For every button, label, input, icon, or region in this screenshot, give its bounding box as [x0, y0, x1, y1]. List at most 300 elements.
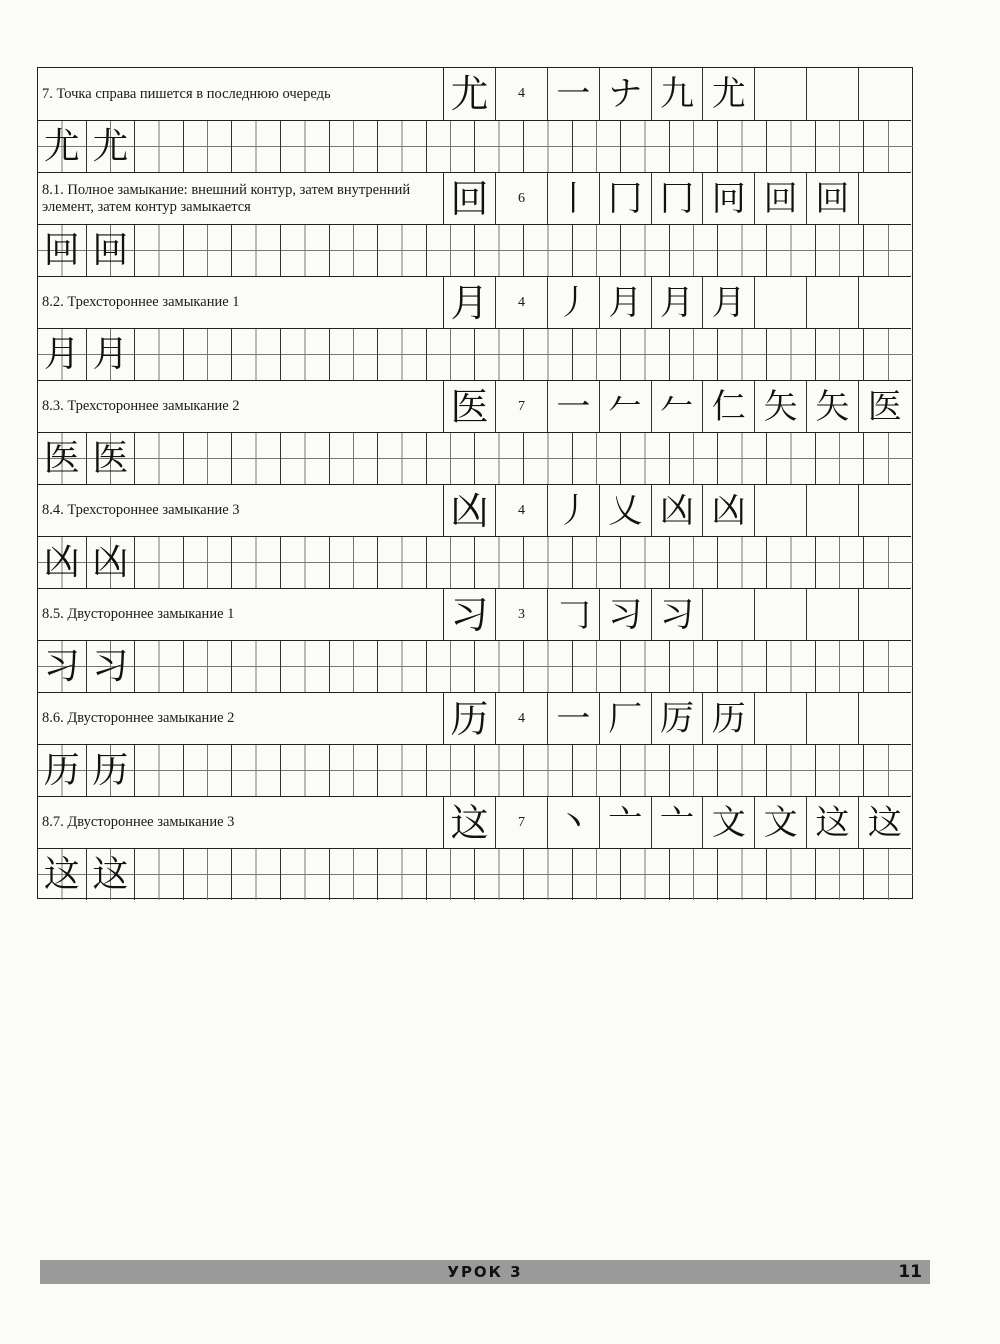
practice-cell — [427, 849, 476, 900]
footer-bar — [40, 1260, 930, 1284]
practice-cell — [475, 745, 524, 796]
practice-cell — [184, 745, 233, 796]
practice-cell — [621, 225, 670, 276]
practice-cell — [87, 329, 136, 380]
practice-cell — [427, 433, 476, 484]
practice-cell — [378, 641, 427, 692]
stroke-step-cell — [807, 693, 859, 744]
stroke-step-cell — [548, 693, 600, 744]
practice-cell — [670, 225, 719, 276]
practice-cell — [87, 849, 136, 900]
practice-cell — [524, 745, 573, 796]
stroke-step-character: 月 — [608, 282, 643, 323]
stroke-count: 4 — [518, 710, 525, 726]
practice-cell — [864, 537, 913, 588]
practice-cell — [135, 537, 184, 588]
stroke-step-cell — [807, 485, 859, 536]
practice-cell — [524, 849, 573, 900]
practice-character: 月 — [92, 333, 129, 375]
practice-cell — [767, 641, 816, 692]
stroke-step-character: 习 — [608, 594, 643, 635]
practice-character: 凶 — [43, 541, 80, 583]
stroke-step-cell — [600, 381, 652, 432]
practice-cell — [330, 641, 379, 692]
practice-cell — [573, 225, 622, 276]
stroke-step-character: 矢 — [815, 386, 850, 427]
stroke-step-cell — [755, 381, 807, 432]
target-character-cell — [444, 693, 496, 744]
stroke-step-character: 这 — [815, 802, 850, 843]
practice-cell — [475, 433, 524, 484]
practice-cell — [38, 329, 87, 380]
target-character: 这 — [450, 800, 489, 845]
stroke-count: 7 — [518, 398, 525, 414]
stroke-step-cell — [859, 381, 911, 432]
practice-cell — [670, 433, 719, 484]
stroke-step-cell — [859, 68, 911, 120]
stroke-step-cell — [600, 277, 652, 328]
stroke-step-cell — [703, 693, 755, 744]
practice-character: 习 — [92, 645, 129, 687]
practice-cell — [864, 745, 913, 796]
practice-cell — [573, 849, 622, 900]
practice-cell — [330, 849, 379, 900]
stroke-step-cell — [807, 277, 859, 328]
practice-cell — [38, 433, 87, 484]
stroke-count-cell — [496, 589, 548, 640]
practice-cell — [135, 121, 184, 172]
stroke-count-cell — [496, 485, 548, 536]
target-character-cell — [444, 173, 496, 224]
practice-row — [38, 120, 911, 172]
stroke-step-character: 丿 — [556, 490, 591, 531]
section-header-row — [38, 484, 911, 536]
stroke-count-cell — [496, 693, 548, 744]
stroke-step-character: 𠂉 — [608, 386, 643, 427]
practice-cell — [427, 121, 476, 172]
stroke-step-cell — [703, 797, 755, 848]
stroke-step-character: 一 — [556, 74, 591, 114]
target-character: 回 — [450, 176, 489, 221]
practice-character: 尤 — [43, 125, 80, 167]
section-header-row — [38, 588, 911, 640]
practice-cell — [330, 433, 379, 484]
stroke-step-character: 厉 — [659, 698, 694, 739]
practice-cell — [475, 225, 524, 276]
stroke-step-character: 月 — [659, 282, 694, 323]
target-character: 尤 — [450, 72, 489, 116]
practice-cell — [524, 225, 573, 276]
practice-cell — [573, 537, 622, 588]
practice-cell — [670, 537, 719, 588]
practice-cell — [330, 745, 379, 796]
stroke-step-cell — [600, 589, 652, 640]
practice-cell — [87, 433, 136, 484]
practice-cell — [281, 329, 330, 380]
stroke-count-cell — [496, 797, 548, 848]
stroke-step-cell — [755, 173, 807, 224]
practice-cell — [232, 121, 281, 172]
practice-cell — [232, 329, 281, 380]
practice-cell — [281, 745, 330, 796]
stroke-step-cell — [859, 693, 911, 744]
practice-cell — [816, 121, 865, 172]
practice-cell — [621, 849, 670, 900]
stroke-step-cell — [652, 68, 704, 120]
practice-cell — [670, 641, 719, 692]
practice-cell — [573, 433, 622, 484]
stroke-step-character: 亠 — [659, 802, 694, 843]
practice-cell — [281, 121, 330, 172]
practice-row — [38, 848, 911, 900]
practice-cell — [864, 433, 913, 484]
stroke-step-character: 医 — [867, 386, 902, 427]
practice-character: 习 — [43, 645, 80, 687]
stroke-step-character: 一 — [556, 698, 591, 739]
practice-character: 这 — [92, 853, 129, 895]
practice-cell — [378, 433, 427, 484]
practice-cell — [475, 329, 524, 380]
target-character: 凶 — [450, 488, 489, 533]
practice-cell — [718, 121, 767, 172]
stroke-step-cell — [548, 797, 600, 848]
stroke-step-character: 习 — [659, 594, 694, 635]
stroke-step-cell — [755, 693, 807, 744]
stroke-step-character: 亠 — [608, 802, 643, 843]
practice-cell — [87, 225, 136, 276]
stroke-step-cell — [755, 797, 807, 848]
practice-cell — [378, 849, 427, 900]
practice-cell — [38, 537, 87, 588]
stroke-step-cell — [600, 485, 652, 536]
section-title: 8.4. Трехстороннее замыкание 3 — [38, 485, 444, 536]
practice-cell — [232, 745, 281, 796]
practice-cell — [38, 745, 87, 796]
stroke-step-cell — [755, 485, 807, 536]
practice-cell — [718, 537, 767, 588]
practice-cell — [135, 433, 184, 484]
practice-cell — [621, 433, 670, 484]
stroke-step-cell — [807, 589, 859, 640]
stroke-step-character: 这 — [867, 802, 902, 843]
stroke-step-cell — [600, 693, 652, 744]
stroke-step-cell — [548, 277, 600, 328]
practice-cell — [816, 745, 865, 796]
practice-cell — [718, 329, 767, 380]
practice-cell — [767, 121, 816, 172]
practice-character: 医 — [43, 437, 80, 479]
practice-cell — [330, 537, 379, 588]
practice-cell — [621, 745, 670, 796]
practice-cell — [135, 849, 184, 900]
stroke-step-character: 月 — [711, 282, 746, 323]
lesson-title: УРОК 3 — [447, 1263, 523, 1281]
practice-cell — [816, 849, 865, 900]
section-title: 8.1. Полное замыкание: внешний контур, затем внутренний элемент, затем контур замыкается — [38, 173, 444, 224]
practice-cell — [573, 745, 622, 796]
stroke-step-cell — [652, 589, 704, 640]
practice-character: 月 — [43, 333, 80, 375]
practice-character: 回 — [43, 229, 80, 271]
stroke-step-cell — [652, 693, 704, 744]
practice-cell — [767, 849, 816, 900]
stroke-step-cell — [652, 485, 704, 536]
practice-cell — [864, 849, 913, 900]
practice-cell — [427, 641, 476, 692]
stroke-step-cell — [859, 485, 911, 536]
practice-cell — [621, 121, 670, 172]
stroke-step-character: 九 — [659, 74, 694, 114]
stroke-step-character: 冂 — [608, 178, 643, 219]
practice-cell — [670, 849, 719, 900]
stroke-step-character: ナ — [608, 74, 643, 114]
stroke-step-character: 尤 — [711, 74, 746, 114]
practice-cell — [232, 641, 281, 692]
section-header-row — [38, 68, 911, 120]
practice-cell — [816, 225, 865, 276]
stroke-step-character: 丿 — [556, 282, 591, 323]
target-character: 习 — [450, 592, 489, 637]
stroke-step-cell — [548, 485, 600, 536]
practice-cell — [87, 641, 136, 692]
stroke-step-cell — [703, 173, 755, 224]
stroke-count: 4 — [518, 502, 525, 518]
practice-cell — [670, 121, 719, 172]
section-header-row — [38, 276, 911, 328]
practice-cell — [427, 329, 476, 380]
stroke-count-cell — [496, 68, 548, 120]
practice-character: 凶 — [92, 541, 129, 583]
stroke-step-character: 仁 — [711, 386, 746, 427]
stroke-step-cell — [600, 797, 652, 848]
writing-worksheet — [37, 67, 913, 899]
section-title: 8.6. Двустороннее замыкание 2 — [38, 693, 444, 744]
practice-character: 这 — [43, 853, 80, 895]
practice-cell — [135, 745, 184, 796]
stroke-count: 4 — [518, 86, 525, 101]
stroke-step-character: 乂 — [608, 490, 643, 531]
section-header-row — [38, 380, 911, 432]
practice-cell — [621, 641, 670, 692]
practice-cell — [573, 121, 622, 172]
stroke-step-cell — [703, 68, 755, 120]
stroke-step-character: 冂 — [659, 178, 694, 219]
practice-cell — [38, 641, 87, 692]
section-header-row — [38, 796, 911, 848]
practice-character: 历 — [43, 749, 80, 791]
practice-character: 医 — [92, 437, 129, 479]
practice-cell — [621, 329, 670, 380]
stroke-step-cell — [703, 277, 755, 328]
practice-cell — [281, 225, 330, 276]
practice-cell — [87, 121, 136, 172]
practice-cell — [718, 745, 767, 796]
target-character: 历 — [450, 696, 489, 741]
stroke-step-cell — [703, 589, 755, 640]
stroke-step-character: 冋 — [711, 178, 746, 219]
stroke-step-character: 丨 — [556, 178, 591, 219]
practice-cell — [184, 537, 233, 588]
target-character-cell — [444, 797, 496, 848]
section-title: 8.3. Трехстороннее замыкание 2 — [38, 381, 444, 432]
target-character: 月 — [450, 280, 489, 325]
section-title: 8.5. Двустороннее замыкание 1 — [38, 589, 444, 640]
target-character-cell — [444, 277, 496, 328]
practice-cell — [816, 641, 865, 692]
practice-cell — [330, 329, 379, 380]
practice-cell — [378, 121, 427, 172]
target-character-cell — [444, 589, 496, 640]
practice-cell — [718, 225, 767, 276]
target-character-cell — [444, 485, 496, 536]
practice-cell — [524, 537, 573, 588]
practice-row — [38, 640, 911, 692]
stroke-step-cell — [652, 173, 704, 224]
practice-cell — [816, 537, 865, 588]
practice-cell — [87, 745, 136, 796]
page-number: 11 — [898, 1262, 922, 1282]
practice-cell — [475, 849, 524, 900]
stroke-step-cell — [755, 589, 807, 640]
section-header-row — [38, 172, 911, 224]
practice-cell — [475, 537, 524, 588]
practice-cell — [767, 537, 816, 588]
stroke-count: 3 — [518, 606, 525, 622]
practice-cell — [670, 329, 719, 380]
practice-cell — [330, 225, 379, 276]
practice-cell — [524, 329, 573, 380]
stroke-step-character: 厂 — [608, 698, 643, 739]
stroke-step-cell — [703, 485, 755, 536]
stroke-count: 4 — [518, 294, 525, 310]
practice-row — [38, 432, 911, 484]
section-title: 8.2. Трехстороннее замыкание 1 — [38, 277, 444, 328]
stroke-count: 6 — [518, 190, 525, 206]
practice-cell — [232, 433, 281, 484]
practice-cell — [184, 225, 233, 276]
stroke-step-cell — [652, 797, 704, 848]
practice-cell — [232, 225, 281, 276]
practice-cell — [621, 537, 670, 588]
practice-cell — [378, 329, 427, 380]
practice-cell — [38, 849, 87, 900]
stroke-step-character: 𠃌 — [556, 594, 591, 635]
practice-cell — [427, 537, 476, 588]
stroke-step-cell — [703, 381, 755, 432]
stroke-step-cell — [548, 68, 600, 120]
stroke-step-character: 𠂉 — [659, 386, 694, 427]
practice-cell — [718, 849, 767, 900]
practice-cell — [718, 641, 767, 692]
practice-cell — [767, 745, 816, 796]
stroke-step-character: 回 — [815, 178, 850, 219]
stroke-step-character: 文 — [711, 802, 746, 843]
target-character: 医 — [450, 384, 489, 429]
stroke-count-cell — [496, 277, 548, 328]
stroke-step-character: 文 — [763, 802, 798, 843]
stroke-step-cell — [859, 277, 911, 328]
practice-cell — [524, 121, 573, 172]
practice-cell — [184, 641, 233, 692]
stroke-step-cell — [807, 797, 859, 848]
practice-cell — [281, 433, 330, 484]
practice-cell — [135, 641, 184, 692]
practice-cell — [718, 433, 767, 484]
practice-cell — [281, 641, 330, 692]
practice-cell — [767, 433, 816, 484]
section-header-row — [38, 692, 911, 744]
practice-cell — [135, 329, 184, 380]
section-title: 8.7. Двустороннее замыкание 3 — [38, 797, 444, 848]
stroke-step-cell — [807, 68, 859, 120]
stroke-step-character: 凶 — [711, 490, 746, 531]
practice-cell — [184, 329, 233, 380]
practice-character: 回 — [92, 229, 129, 271]
stroke-step-cell — [755, 68, 807, 120]
practice-cell — [184, 121, 233, 172]
practice-cell — [281, 537, 330, 588]
stroke-step-cell — [548, 381, 600, 432]
stroke-step-cell — [600, 173, 652, 224]
practice-cell — [670, 745, 719, 796]
practice-cell — [378, 225, 427, 276]
practice-cell — [38, 225, 87, 276]
stroke-count: 7 — [518, 814, 525, 830]
stroke-step-character: 历 — [711, 698, 746, 739]
stroke-step-character: 回 — [763, 178, 798, 219]
stroke-step-cell — [807, 381, 859, 432]
practice-row — [38, 744, 911, 796]
target-character-cell — [444, 381, 496, 432]
practice-cell — [767, 225, 816, 276]
practice-cell — [135, 225, 184, 276]
stroke-step-cell — [859, 173, 911, 224]
practice-cell — [864, 225, 913, 276]
stroke-step-cell — [652, 381, 704, 432]
practice-character: 历 — [92, 749, 129, 791]
stroke-step-cell — [600, 68, 652, 120]
practice-cell — [281, 849, 330, 900]
practice-cell — [87, 537, 136, 588]
practice-cell — [816, 329, 865, 380]
practice-cell — [573, 329, 622, 380]
practice-cell — [864, 641, 913, 692]
stroke-step-character: 一 — [556, 386, 591, 427]
target-character-cell — [444, 68, 496, 120]
practice-row — [38, 224, 911, 276]
practice-character: 尤 — [92, 125, 129, 167]
practice-cell — [475, 121, 524, 172]
practice-cell — [427, 745, 476, 796]
stroke-step-character: 丶 — [556, 802, 591, 843]
practice-cell — [232, 849, 281, 900]
practice-cell — [864, 329, 913, 380]
stroke-step-cell — [548, 589, 600, 640]
practice-cell — [184, 849, 233, 900]
practice-cell — [232, 537, 281, 588]
stroke-count-cell — [496, 381, 548, 432]
stroke-count-cell — [496, 173, 548, 224]
practice-cell — [524, 433, 573, 484]
practice-row — [38, 328, 911, 380]
stroke-step-cell — [548, 173, 600, 224]
stroke-step-cell — [859, 589, 911, 640]
practice-cell — [184, 433, 233, 484]
practice-cell — [38, 121, 87, 172]
practice-cell — [475, 641, 524, 692]
practice-row — [38, 536, 911, 588]
practice-cell — [864, 121, 913, 172]
